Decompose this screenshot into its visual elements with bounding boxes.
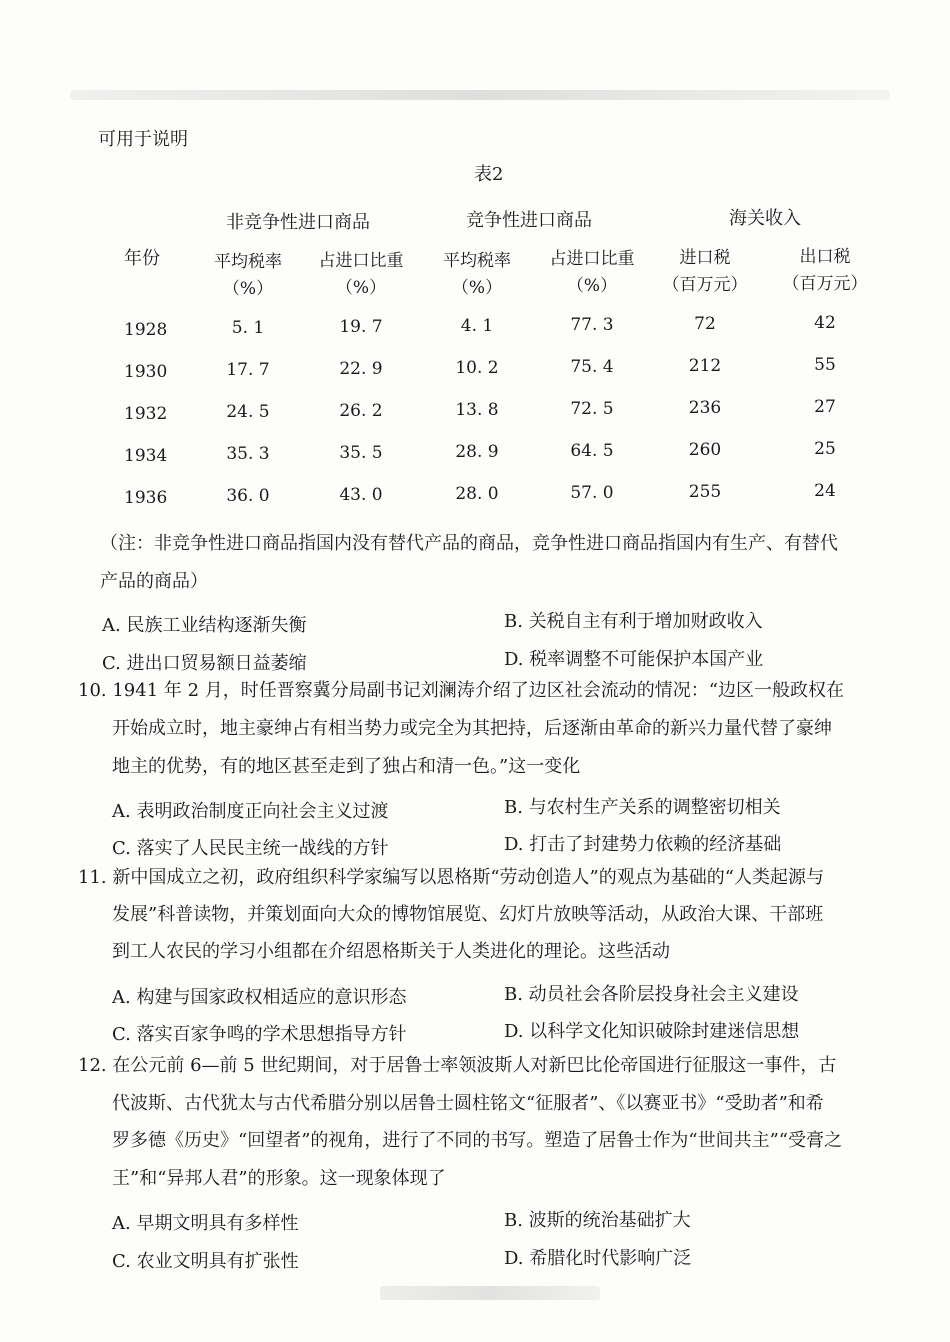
table-note-line: 产品的商品） — [100, 571, 208, 592]
q11-line: 11. 新中国成立之初，政府组织科学家编写以恩格斯“劳动创造人”的观点为基础的“人类起源与 — [78, 867, 824, 888]
row-c-rate: 28. 0 — [455, 484, 499, 504]
row-import-tax: 212 — [688, 356, 722, 376]
table-caption: 表2 — [474, 164, 504, 185]
q11-option-b: B. 动员社会各阶层投身社会主义建设 — [504, 984, 799, 1005]
row-year: 1930 — [124, 362, 168, 382]
q12-line: 王”和“异邦人君”的形象。这一现象体现了 — [112, 1168, 446, 1189]
sub-c-share-unit: （%） — [566, 276, 618, 296]
sub-export-tax: 出口税 — [799, 247, 851, 267]
sub-nc-share-unit: （%） — [335, 278, 387, 298]
row-nc-rate: 24. 5 — [226, 402, 270, 422]
q10-line: 开始成立时，地主豪绅占有相当势力或完全为其把持，后逐渐由革命的新兴力量代替了豪绅 — [112, 718, 832, 739]
q12-option-a: A. 早期文明具有多样性 — [112, 1213, 299, 1234]
row-export-tax: 42 — [814, 313, 836, 333]
scan-artifact — [70, 90, 890, 100]
q10-option-d: D. 打击了封建势力依赖的经济基础 — [504, 834, 782, 855]
q10-option-b: B. 与农村生产关系的调整密切相关 — [504, 797, 781, 818]
sub-c-rate: 平均税率 — [443, 251, 511, 271]
q11-option-a: A. 构建与国家政权相适应的意识形态 — [112, 987, 407, 1008]
row-c-rate: 13. 8 — [455, 400, 499, 420]
row-export-tax: 55 — [814, 355, 836, 375]
q12-option-c: C. 农业文明具有扩张性 — [112, 1251, 299, 1272]
row-c-share: 75. 4 — [570, 357, 614, 377]
page-footer-artifact — [380, 1286, 600, 1300]
year-header: 年份 — [124, 248, 160, 269]
q12-option-d: D. 希腊化时代影响广泛 — [504, 1248, 692, 1269]
q11-option-c: C. 落实百家争鸣的学术思想指导方针 — [112, 1024, 407, 1045]
row-year: 1932 — [124, 404, 168, 424]
row-import-tax: 236 — [688, 398, 722, 418]
row-export-tax: 25 — [814, 439, 836, 459]
group-non-competitive: 非竞争性进口商品 — [226, 212, 370, 233]
row-year: 1934 — [124, 446, 168, 466]
table-note-line: （注：非竞争性进口商品指国内没有替代产品的商品，竞争性进口商品指国内有生产、有替代 — [100, 533, 838, 554]
row-nc-rate: 36. 0 — [226, 486, 270, 506]
q11-option-d: D. 以科学文化知识破除封建迷信思想 — [504, 1021, 800, 1042]
q9-option-c: C. 进出口贸易额日益萎缩 — [102, 653, 307, 674]
q9-option-b: B. 关税自主有利于增加财政收入 — [504, 611, 763, 632]
intro-line: 可用于说明 — [98, 129, 188, 150]
q10-option-a: A. 表明政治制度正向社会主义过渡 — [112, 801, 389, 822]
row-nc-share: 22. 9 — [339, 359, 383, 379]
q10-option-c: C. 落实了人民民主统一战线的方针 — [112, 838, 389, 859]
sub-nc-rate: 平均税率 — [214, 252, 282, 272]
row-nc-rate: 5. 1 — [231, 318, 265, 338]
sub-c-share: 占进口比重 — [549, 249, 635, 269]
q12-line: 12. 在公元前 6—前 5 世纪期间，对于居鲁士率领波斯人对新巴比伦帝国进行征服这一事件，古 — [78, 1055, 837, 1076]
row-export-tax: 27 — [814, 397, 836, 417]
row-nc-rate: 35. 3 — [226, 444, 270, 464]
row-nc-share: 35. 5 — [339, 443, 383, 463]
row-import-tax: 72 — [694, 314, 716, 334]
row-year: 1928 — [124, 320, 168, 340]
row-c-share: 72. 5 — [570, 399, 614, 419]
q11-line: 到工人农民的学习小组都在介绍恩格斯关于人类进化的理论。这些活动 — [112, 941, 670, 962]
row-c-rate: 28. 9 — [455, 442, 499, 462]
row-c-share: 77. 3 — [570, 315, 614, 335]
group-competitive: 竞争性进口商品 — [466, 210, 592, 231]
sub-c-rate-unit: （%） — [451, 278, 503, 298]
q12-option-b: B. 波斯的统治基础扩大 — [504, 1210, 691, 1231]
q12-line: 罗多德《历史》“回望者”的视角，进行了不同的书写。塑造了居鲁士作为“世间共主”“受膏之 — [112, 1130, 843, 1151]
row-export-tax: 24 — [814, 481, 836, 501]
sub-import-tax-unit: （百万元） — [662, 275, 748, 295]
row-c-rate: 4. 1 — [460, 316, 494, 336]
row-nc-share: 43. 0 — [339, 485, 383, 505]
row-c-share: 57. 0 — [570, 483, 614, 503]
sub-nc-rate-unit: （%） — [222, 279, 274, 299]
q11-line: 发展”科普读物，并策划面向大众的博物馆展览、幻灯片放映等活动，从政治大课、干部班 — [112, 904, 824, 925]
sub-import-tax: 进口税 — [679, 248, 731, 268]
sub-export-tax-unit: （百万元） — [782, 274, 868, 294]
row-c-rate: 10. 2 — [455, 358, 499, 378]
q9-option-d: D. 税率调整不可能保护本国产业 — [504, 649, 764, 670]
q9-option-a: A. 民族工业结构逐渐失衡 — [102, 615, 307, 636]
row-nc-rate: 17. 7 — [226, 360, 270, 380]
row-c-share: 64. 5 — [570, 441, 614, 461]
row-import-tax: 255 — [688, 482, 722, 502]
row-nc-share: 26. 2 — [339, 401, 383, 421]
q10-line: 10. 1941 年 2 月，时任晋察冀分局副书记刘澜涛介绍了边区社会流动的情况：“边区一般政权在 — [78, 680, 844, 701]
q12-line: 代波斯、古代犹太与古代希腊分别以居鲁士圆柱铭文“征服者”、《以赛亚书》“受助者”和希 — [112, 1093, 824, 1114]
row-nc-share: 19. 7 — [339, 317, 383, 337]
sub-nc-share: 占进口比重 — [318, 251, 404, 271]
group-customs: 海关收入 — [729, 208, 801, 229]
row-import-tax: 260 — [688, 440, 722, 460]
row-year: 1936 — [124, 488, 168, 508]
q10-line: 地主的优势，有的地区甚至走到了独占和清一色。”这一变化 — [112, 756, 581, 777]
